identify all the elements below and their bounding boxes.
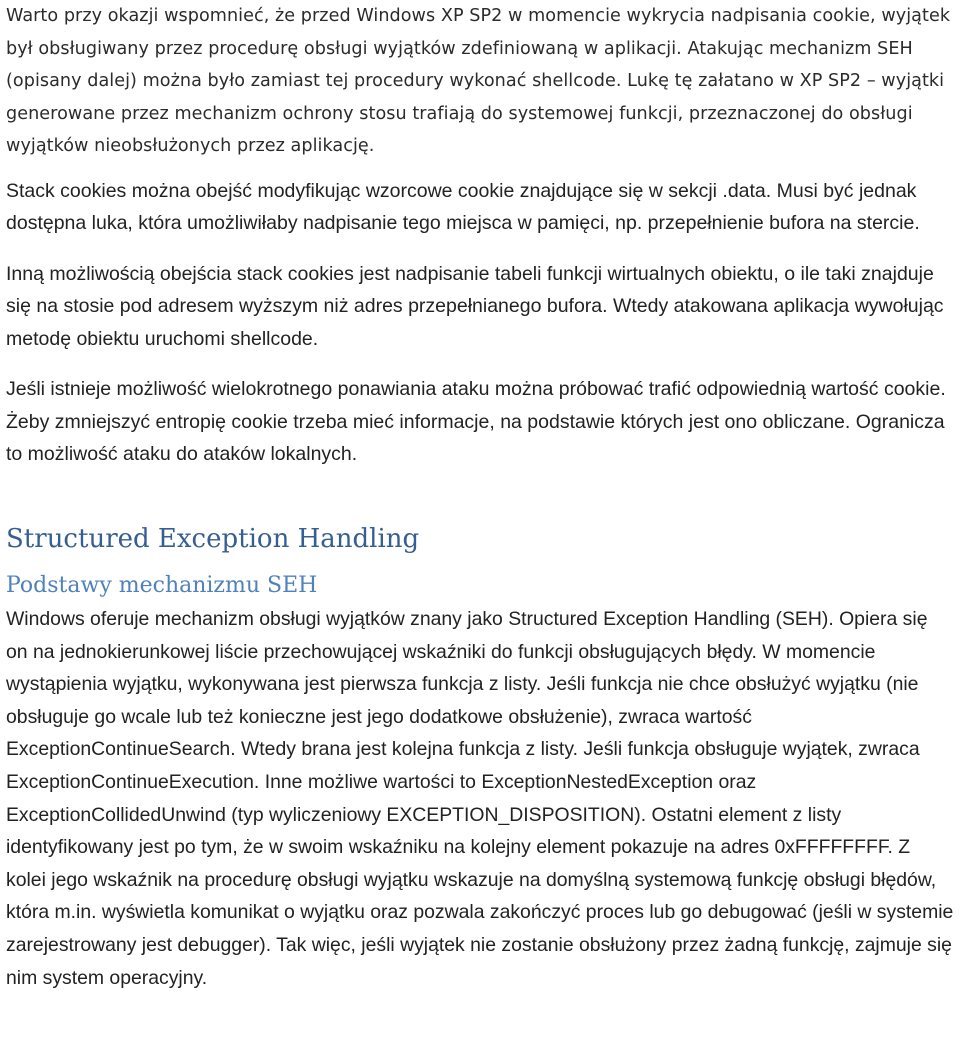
paragraph-seh-basics: Windows oferuje mechanizm obsługi wyjątków znany jako Structured Exception Handling (SEH). Opiera się on na jednokierunkowej liście przechowującej wskaźniki do funkcji obsługujących błędy. W momencie wystąpienia wyjątku, wykonywana jest pierwsza funkcja z listy. Jeśli funkcja nie chce obsłużyć wyjątku (nie obsługuje go wcale lub też konieczne jest jego dodatkowe obsłużenie), zwraca wartość ExceptionContinueSearch. Wtedy brana jest kolejna funkcja z listy. Jeśli funkcja obsługuje wyjątek, zwraca ExceptionContinueExecution. Inne możliwe wartości to ExceptionNestedException oraz ExceptionCollidedUnwind (typ wyliczeniowy EXCEPTION_DISPOSITION). Ostatni element z listy identyfikowany jest po tym, że w swoim wskaźniku na kolejny element pokazuje na adres 0xFFFFFFFF. Z kolei jego wskaźnik na procedurę obsługi wyjątku wskazuje na domyślną systemową funkcję obsługi błędów, która m.in. wyświetla komunikat o wyjątku oraz pozwala zakończyć proces lub go debugować (jeśli w systemie zarejestrowany jest debugger). Tak więc, jeśli wyjątek nie zostanie obsłużony przez żadną funkcję, zajmuje się nim system operacyjny. bbox=[6, 607, 954, 989]
paragraph-xp-sp2-cookie: Warto przy okazji wspomnieć, że przed Windows XP SP2 w momencie wykrycia nadpisania cookie, wyjątek był obsługiwany przez procedurę obsługi wyjątków zdefiniowaną w aplikacji. Atakując mechanizm SEH (opisany dalej) można było zamiast tej procedury wykonać shellcode. Lukę tę załatano w XP SP2 – wyjątki generowane przez mechanizm ochrony stosu trafiają do systemowej funkcji, przeznaczonej do obsługi wyjątków nieobsłużonych przez aplikację. bbox=[6, 6, 951, 157]
section-heading: Structured Exception Handling bbox=[6, 523, 420, 554]
subsection-heading: Podstawy mechanizmu SEH bbox=[6, 572, 318, 598]
paragraph-cookie-entropy: Jeśli istnieje możliwość wielokrotnego ponawiania ataku można próbować trafić odpowiednią wartość cookie. Żeby zmniejszyć entropię cookie trzeba mieć informacje, na podstawie których jest ono obliczane. Ogranicza to możliwość ataku do ataków lokalnych. bbox=[6, 378, 946, 466]
paragraph-data-section-bypass: Stack cookies można obejść modyfikując wzorcowe cookie znajdujące się w sekcji .data. Musi być jednak dostępna luka, która umożliwiłaby nadpisanie tego miejsca w pamięci, np. przepełnienie bufora na stercie. bbox=[6, 179, 920, 235]
paragraph-vtable-overwrite: Inną możliwością obejścia stack cookies jest nadpisanie tabeli funkcji wirtualnych obiektu, o ile taki znajduje się na stosie pod adresem wyższym niż adres przepełnianego bufora. Wtedy atakowana aplikacja wywołując metodę obiektu uruchomi shellcode. bbox=[6, 262, 944, 350]
document-page bbox=[6, 0, 954, 994]
